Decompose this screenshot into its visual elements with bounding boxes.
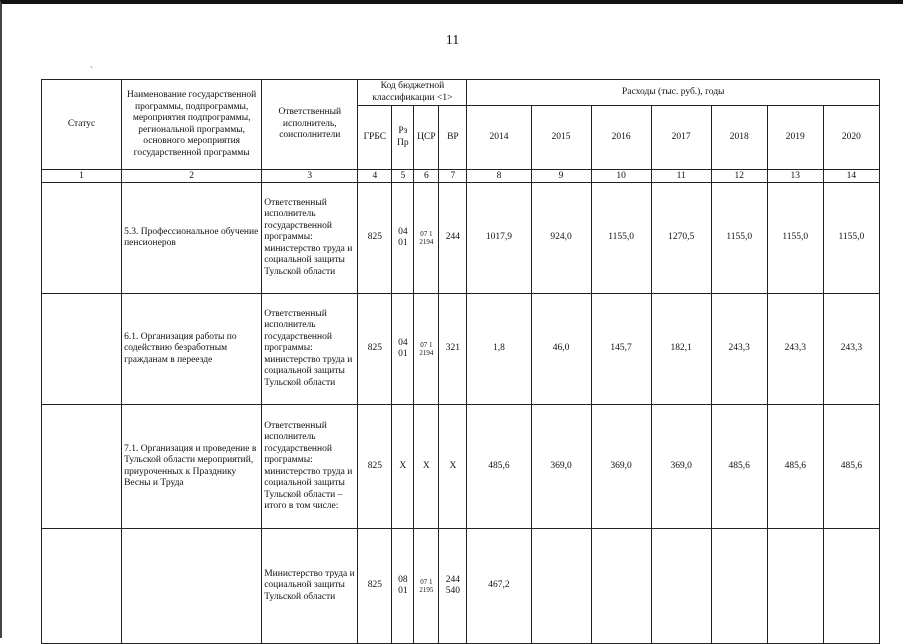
header-vr: ВР <box>439 106 467 170</box>
row-vr: 321 <box>439 294 467 405</box>
row-value: 1155,0 <box>767 183 823 294</box>
row-name: 7.1. Организация и проведение в Тульской области мероприятий, приуроченных к Празднику Весны и Труда <box>122 405 262 529</box>
header-name: Наименование государственной программы, подпрограммы, мероприятия подпрограммы, региональной программы, основного мероприятия государственной программы <box>122 80 262 170</box>
row-value: 1270,5 <box>651 183 711 294</box>
row-name: 6.1. Организация работы по содействию безработным гражданам в переезде <box>122 294 262 405</box>
column-number: 2 <box>122 170 262 183</box>
row-status <box>42 405 122 529</box>
column-number: 7 <box>439 170 467 183</box>
row-value <box>591 529 651 644</box>
row-responsible: Ответственный исполнитель государственной программы: министерство труда и социальной защиты Тульской области – итого в том числе: <box>262 405 358 529</box>
row-grbs: 825 <box>358 183 392 294</box>
row-value: 369,0 <box>651 405 711 529</box>
scan-mark: ˏ <box>90 58 93 68</box>
row-responsible: Ответственный исполнитель государственной программы: министерство труда и социальной защиты Тульской области <box>262 183 358 294</box>
row-value: 485,6 <box>767 405 823 529</box>
header-year: 2018 <box>711 106 767 170</box>
column-number: 14 <box>823 170 879 183</box>
row-value: 1017,9 <box>467 183 531 294</box>
row-value <box>711 529 767 644</box>
table-row <box>42 183 880 294</box>
row-responsible: Ответственный исполнитель государственной программы: министерство труда и социальной защиты Тульской области <box>262 294 358 405</box>
row-value: 369,0 <box>591 405 651 529</box>
row-rz-pr: 04 01 <box>392 183 414 294</box>
row-value: 243,3 <box>767 294 823 405</box>
header-year: 2015 <box>531 106 591 170</box>
column-number: 6 <box>414 170 439 183</box>
row-rz-pr: 08 01 <box>392 529 414 644</box>
row-value <box>823 529 879 644</box>
page-number: 11 <box>445 33 460 48</box>
column-number-row <box>42 170 880 183</box>
column-number: 5 <box>392 170 414 183</box>
row-vr: 244 540 <box>439 529 467 644</box>
row-rz-pr: 04 01 <box>392 294 414 405</box>
row-grbs: 825 <box>358 529 392 644</box>
row-value: 145,7 <box>591 294 651 405</box>
row-vr: 244 <box>439 183 467 294</box>
row-value: 924,0 <box>531 183 591 294</box>
header-grbs: ГРБС <box>358 106 392 170</box>
header-year: 2016 <box>591 106 651 170</box>
header-expenses: Расходы (тыс. руб.), годы <box>467 80 880 106</box>
row-value <box>531 529 591 644</box>
row-value: 243,3 <box>823 294 879 405</box>
row-value: 243,3 <box>711 294 767 405</box>
header-csr: ЦСР <box>414 106 439 170</box>
table-row <box>42 405 880 529</box>
row-csr: X <box>414 405 439 529</box>
header-year: 2019 <box>767 106 823 170</box>
header-budget-code: Код бюджетной классификации <1> <box>358 80 467 106</box>
column-number: 1 <box>42 170 122 183</box>
row-rz-pr: X <box>392 405 414 529</box>
row-value: 1,8 <box>467 294 531 405</box>
row-value: 485,6 <box>711 405 767 529</box>
row-value: 485,6 <box>467 405 531 529</box>
row-value <box>767 529 823 644</box>
row-vr: X <box>439 405 467 529</box>
row-value: 1155,0 <box>823 183 879 294</box>
row-grbs: 825 <box>358 294 392 405</box>
header-row-1 <box>42 80 880 106</box>
row-csr: 07 1 2194 <box>414 294 439 405</box>
column-number: 13 <box>767 170 823 183</box>
header-rz-pr: Рз Пр <box>392 106 414 170</box>
header-year: 2017 <box>651 106 711 170</box>
row-value <box>651 529 711 644</box>
row-value: 1155,0 <box>591 183 651 294</box>
column-number: 12 <box>711 170 767 183</box>
row-name <box>122 529 262 644</box>
row-value: 467,2 <box>467 529 531 644</box>
column-number: 3 <box>262 170 358 183</box>
table-row <box>42 294 880 405</box>
row-name: 5.3. Профессиональное обучение пенсионеров <box>122 183 262 294</box>
column-number: 8 <box>467 170 531 183</box>
row-status <box>42 294 122 405</box>
row-csr: 07 1 2195 <box>414 529 439 644</box>
row-value: 46,0 <box>531 294 591 405</box>
row-value: 369,0 <box>531 405 591 529</box>
row-csr: 07 1 2194 <box>414 183 439 294</box>
column-number: 10 <box>591 170 651 183</box>
row-value: 1155,0 <box>711 183 767 294</box>
header-status: Статус <box>42 80 122 170</box>
column-number: 4 <box>358 170 392 183</box>
row-value: 182,1 <box>651 294 711 405</box>
table-row <box>42 529 880 644</box>
row-status <box>42 183 122 294</box>
row-status <box>42 529 122 644</box>
row-responsible: Министерство труда и социальной защиты Тульской области <box>262 529 358 644</box>
column-number: 9 <box>531 170 591 183</box>
budget-table <box>41 79 880 644</box>
header-year: 2014 <box>467 106 531 170</box>
row-grbs: 825 <box>358 405 392 529</box>
column-number: 11 <box>651 170 711 183</box>
header-year: 2020 <box>823 106 879 170</box>
header-responsible: Ответственный исполнитель, соисполнители <box>262 80 358 170</box>
row-value: 485,6 <box>823 405 879 529</box>
